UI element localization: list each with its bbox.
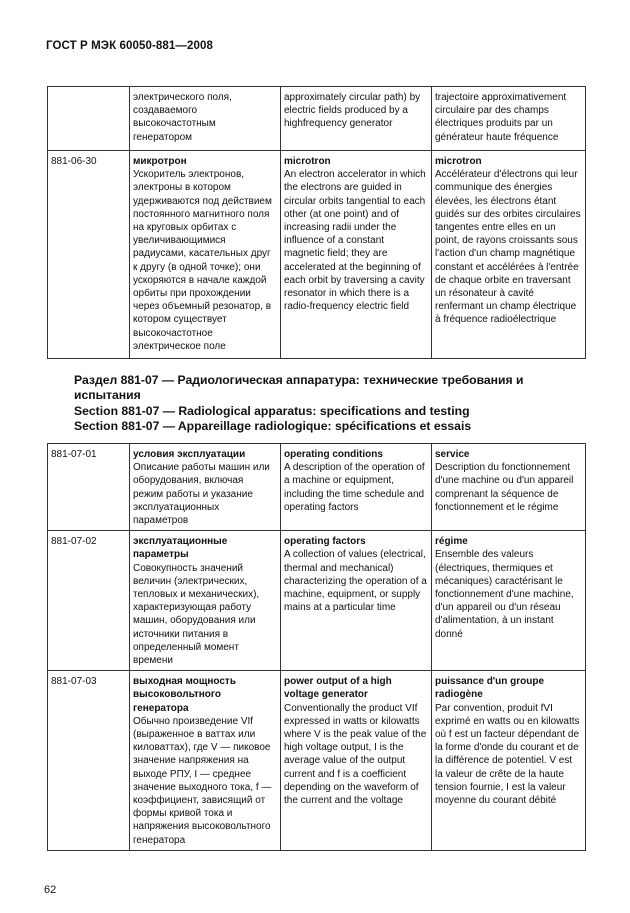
fr-cell	[432, 151, 586, 359]
ru-cell	[130, 531, 281, 671]
en-cell	[281, 444, 432, 531]
fr-term: puissance d'un groupe radiogène	[435, 676, 545, 701]
ru-term: микротрон	[133, 156, 187, 167]
en-cell	[281, 671, 432, 851]
ru-cell	[130, 151, 281, 359]
ru-cell	[130, 444, 281, 531]
fr-term: service	[435, 449, 470, 460]
table-row	[48, 671, 586, 851]
ru-cell	[130, 87, 281, 151]
en-term: operating conditions	[284, 449, 383, 460]
ru-cell	[130, 671, 281, 851]
term-number: 881-07-03	[48, 671, 130, 851]
en-cell	[281, 531, 432, 671]
fr-definition: trajectoire approximativement circulaire par des champs électriques produits par un générateur haute fréquence	[435, 92, 567, 143]
table-row	[48, 444, 586, 531]
terms-table	[47, 443, 586, 851]
section-heading-ru: Раздел 881-07 — Радиологическая аппаратура: технические требования и испытания	[74, 373, 524, 403]
en-definition: A description of the operation of a machine or equipment, including the time schedule and operating factors	[284, 462, 425, 513]
fr-term: microtron	[435, 156, 482, 167]
fr-cell	[432, 531, 586, 671]
en-term: power output of a high voltage generator	[284, 676, 392, 701]
en-definition: An electron accelerator in which the electrons are guided in circular orbits tangential to each other (at one point) and of increasing radii under the influence of a constant magnetic field; they are accelerated at the beginning of each orbit by traversing a cavity resonator in which there is a radio-frequency electric field	[284, 169, 426, 313]
fr-definition: Ensemble des valeurs (électriques, thermiques et mécaniques) caractérisant le fonctionnement d'une machine, d'un appareil ou d'un réseau d'alimentation, à un instant donné	[435, 549, 574, 640]
table-row	[48, 531, 586, 671]
ru-term: условия эксплуатации	[133, 449, 246, 460]
term-number: 881-06-30	[48, 151, 130, 359]
en-cell	[281, 87, 432, 151]
document-header: ГОСТ Р МЭК 60050-881—2008	[46, 40, 213, 52]
section-heading-fr: Section 881-07 — Appareillage radiologique: spécifications et essais	[74, 418, 472, 433]
ru-definition: Обычно произведение VIf (выраженное в ваттах или киловаттах), где V — пиковое значение напряжения на выходе РПУ, I — среднее значение выходного тока, f — коэффициент, зависящий от формы кривой тока и напряжения высоковольтного генератора	[133, 715, 272, 846]
en-term: operating factors	[284, 536, 366, 548]
fr-cell	[432, 671, 586, 851]
terms-table-continued	[47, 86, 586, 359]
en-definition: Conventionally the product VIf expressed in watts or kilowatts where V is the peak value of the high voltage output, I is the average value of the output current and f is a coefficient depending on the waveform of the current and the voltage	[284, 702, 427, 807]
en-definition: A collection of values (electrical, thermal and mechanical) characterizing the operation of a machine, equipment, or supply mains at a particular time	[284, 549, 427, 614]
term-number: 881-07-01	[48, 444, 130, 531]
fr-definition: Description du fonctionnement d'une machine ou d'un appareil comprenant la séquence de fonctionnement et le régime	[435, 462, 574, 513]
ru-term: эксплуатационные параметры	[133, 536, 228, 561]
en-definition: approximately circular path) by electric fields produced by a highfrequency generator	[284, 92, 421, 130]
fr-term: régime	[435, 536, 468, 548]
section-heading	[74, 373, 574, 434]
table-row	[48, 151, 586, 359]
ru-definition: Совокупность значений величин (электрических, тепловых и механических), характеризующая работу машин, оборудования или источники питания в определенный момент времени	[133, 562, 260, 667]
ru-term: выходная мощность высоковольтного генератора	[133, 676, 236, 714]
fr-definition: Par convention, produit fVI exprimé en watts ou en kilowatts où f est un facteur dépendant de la forme d'onde du courant et de la différence de potentiel. V est la valeur de crête de la haute tension fournie, I est la valeur moyenne du courant débité	[435, 702, 580, 807]
ru-definition: Описание работы машин или оборудования, включая режим работы и указание эксплуатационных параметров	[133, 462, 270, 527]
table-row	[48, 87, 586, 151]
en-term: microtron	[284, 156, 331, 167]
en-cell	[281, 151, 432, 359]
ru-definition: электрического поля, создаваемого высокочастотным генератором	[133, 92, 232, 143]
fr-cell	[432, 444, 586, 531]
term-number	[48, 87, 130, 151]
term-number: 881-07-02	[48, 531, 130, 671]
fr-cell	[432, 87, 586, 151]
fr-definition: Accélérateur d'électrons qui leur communique des énergies élevées, les électrons étant guidés sur des orbites circulaires tangentes entre elles en un point, de rayons croissants sous l'action d'un champ magnétique constant et accélérées à l'entrée de chaque orbite en traversant un résonateur à cavité renfermant un champ électrique à fréquence radioélectrique	[435, 169, 581, 326]
section-heading-en: Section 881-07 — Radiological apparatus: specifications and testing	[74, 403, 470, 418]
ru-definition: Ускоритель электронов, электроны в котором удерживаются под действием постоянного магнитного поля на круговых орбитах с увеличивающимися радиусами, касательных друг к другу (в одной точке); они ускоряются в начале каждой орбиты при прохождении через объемный резонатор, в котором существует высокочастотное электрическое поле	[133, 169, 272, 352]
page-number: 62	[44, 884, 57, 896]
